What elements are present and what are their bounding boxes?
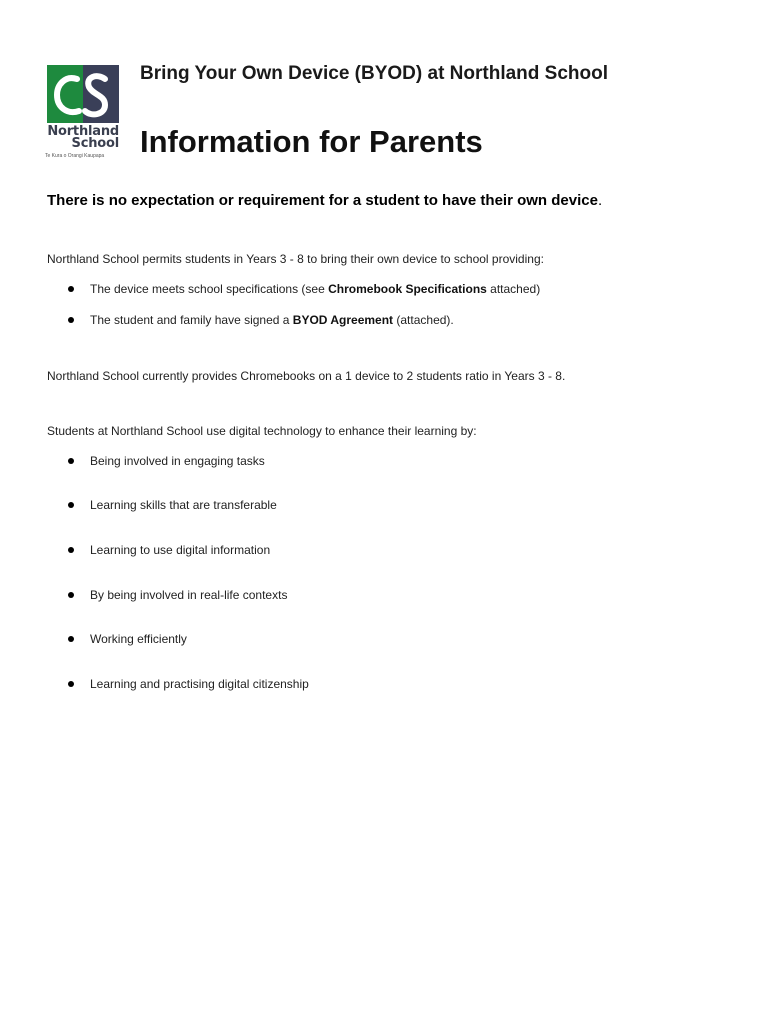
page-subtitle: Bring Your Own Device (BYOD) at Northland School (140, 63, 609, 84)
logo-motto: Te Kura o Orangi Kaupapa (45, 153, 105, 159)
learning-bullet: Learning and practising digital citizenship (68, 677, 309, 691)
bullet-dot-icon (68, 681, 74, 687)
provision-text: Northland School currently provides Chromebooks on a 1 device to 2 students ratio in Years 3 - 8. (47, 369, 566, 383)
permit-bullet: The device meets school specifications (see Chromebook Specifications attached) (68, 282, 540, 296)
bullet-dot-icon (68, 286, 74, 292)
school-logo (47, 65, 123, 165)
cs-monogram-icon (47, 65, 119, 123)
permit-bullet: The student and family have signed a BYOD Agreement (attached). (68, 313, 454, 327)
learning-bullet: Learning to use digital information (68, 543, 270, 557)
bullet-dot-icon (68, 502, 74, 508)
learning-intro: Students at Northland School use digital technology to enhance their learning by: (47, 424, 477, 438)
lead-text: There is no expectation or requirement for a student to have their own device (47, 192, 598, 209)
bullet-dot-icon (68, 547, 74, 553)
bullet-dot-icon (68, 636, 74, 642)
learning-bullet: By being involved in real-life contexts (68, 588, 287, 602)
learning-bullet: Being involved in engaging tasks (68, 454, 265, 468)
page-title: Information for Parents (140, 124, 483, 159)
lead-statement (47, 192, 602, 209)
bullet-dot-icon (68, 592, 74, 598)
logo-name-line2: School (71, 136, 119, 151)
learning-bullet: Learning skills that are transferable (68, 498, 277, 512)
lead-period: . (597, 192, 603, 209)
learning-bullet: Working efficiently (68, 632, 187, 646)
bullet-dot-icon (68, 317, 74, 323)
logo-name-line1: Northland (47, 124, 119, 139)
bullet-dot-icon (68, 458, 74, 464)
permit-intro: Northland School permits students in Years 3 - 8 to bring their own device to school providing: (47, 252, 544, 266)
